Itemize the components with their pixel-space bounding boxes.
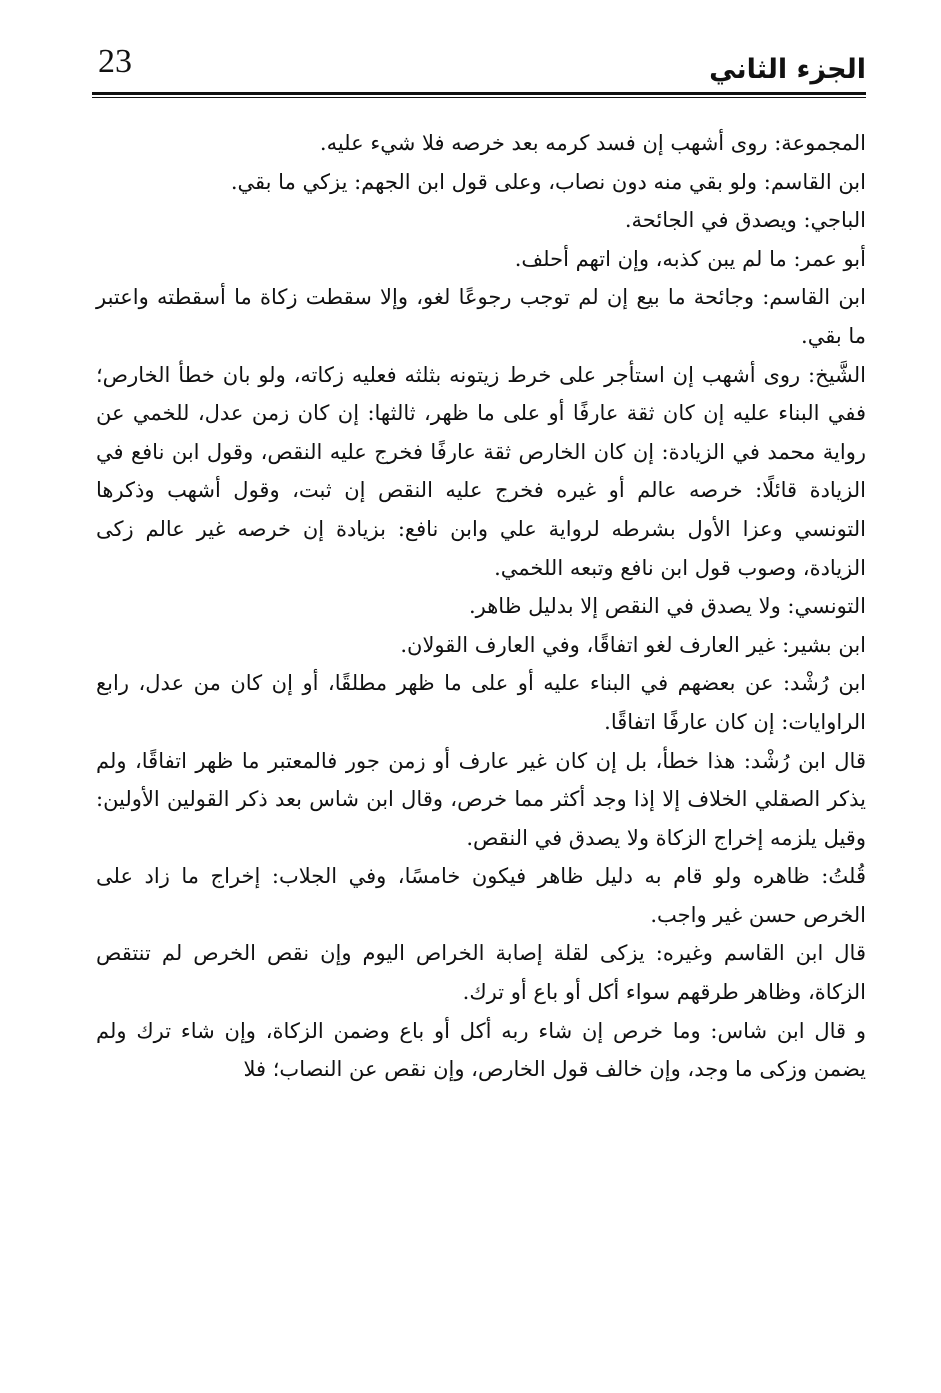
paragraph: قُلتُ: ظاهره ولو قام به دليل ظاهر فيكون خامسًا، وفي الجلاب: إخراج ما زاد على الخرص حسن غير واجب. [96, 864, 866, 927]
paragraph: و قال ابن شاس: وما خرص إن شاء ربه أكل أو باع وضمن الزكاة، وإن شاء ترك ولم يضمن وزكى ما وجد، وإن خالف قول الخارص، وإن نقص عن النصاب؛ فلا [96, 1018, 866, 1082]
paragraph: ابن القاسم: ولو بقي منه دون نصاب، وعلى قول ابن الجهم: يزكي ما بقي. [230, 169, 866, 194]
paragraph: الباجي: ويصدق في الجائحة. [624, 208, 866, 233]
body-text [96, 124, 866, 1089]
paragraph: ابن رُشْد: عن بعضهم في البناء عليه أو على ما ظهر مطلقًا، أو إن كان من عدل، رابع الراوايات: إن كان عارفًا اتفاقًا. [96, 671, 866, 734]
paragraph: التونسي: ولا يصدق في النقص إلا بدليل ظاهر. [468, 594, 866, 619]
page-header [92, 38, 866, 94]
header-rule-thin [92, 97, 866, 98]
running-title: الجزء الثاني [709, 54, 866, 85]
paragraph: المجموعة: روى أشهب إن فسد كرمه بعد خرصه فلا شيء عليه. [319, 131, 866, 155]
paragraph: ابن بشير: غير العارف لغو اتفاقًا، وفي العارف القولان. [400, 632, 866, 657]
paragraph: قال ابن القاسم وغيره: يزكى لقلة إصابة الخراص اليوم وإن نقص الخرص لم تنتقص الزكاة، وظاهر طرقهم سواء أكل أو باع أو ترك. [96, 941, 866, 1005]
page-number: 23 [98, 43, 132, 80]
paragraph: الشَّيخ: روى أشهب إن استأجر على خرط زيتونه بثلثه فعليه زكاته، ولو بان خطأ الخارص؛ ففي البناء عليه إن كان ثقة عارفًا أو على ما ظهر، ثالثها: إن كان زمن عدل، للخمي عن رواية محمد في الزيادة: إن كان الخارص ثقة عارفًا فخرج عليه النقص، وقول ابن نافع في الزيادة قائلًا: خرصه عالم أو غيره فخرج عليه النقص إن ثبت، وقول أشهب وذكرها التونسي وعزا الأول بشرطه لرواية علي وابن نافع: بزيادة إن خرصه غير عالم زكى الزيادة، وصوب قول ابن نافع وتبعه اللخمي. [96, 362, 866, 580]
paragraph: قال ابن رُشْد: هذا خطأ، بل إن كان غير عارف أو زمن جور فالمعتبر ما ظهر اتفاقًا، ولم يذكر الصقلي الخلاف إلا إذا وجد أكثر مما خرص، وقال ابن شاس بعد ذكر القولين الأولين: وقيل يلزمه إخراج الزكاة ولا يصدق في النقص. [96, 748, 866, 850]
paragraph: أبو عمر: ما لم يبن كذبه، وإن اتهم أحلف. [514, 246, 866, 271]
header-rule-thick [92, 92, 866, 95]
paragraph: ابن القاسم: وجائحة ما بيع إن لم توجب رجوعًا لغو، وإلا سقطت زكاة ما أسقطته واعتبر ما بقي. [96, 285, 866, 348]
